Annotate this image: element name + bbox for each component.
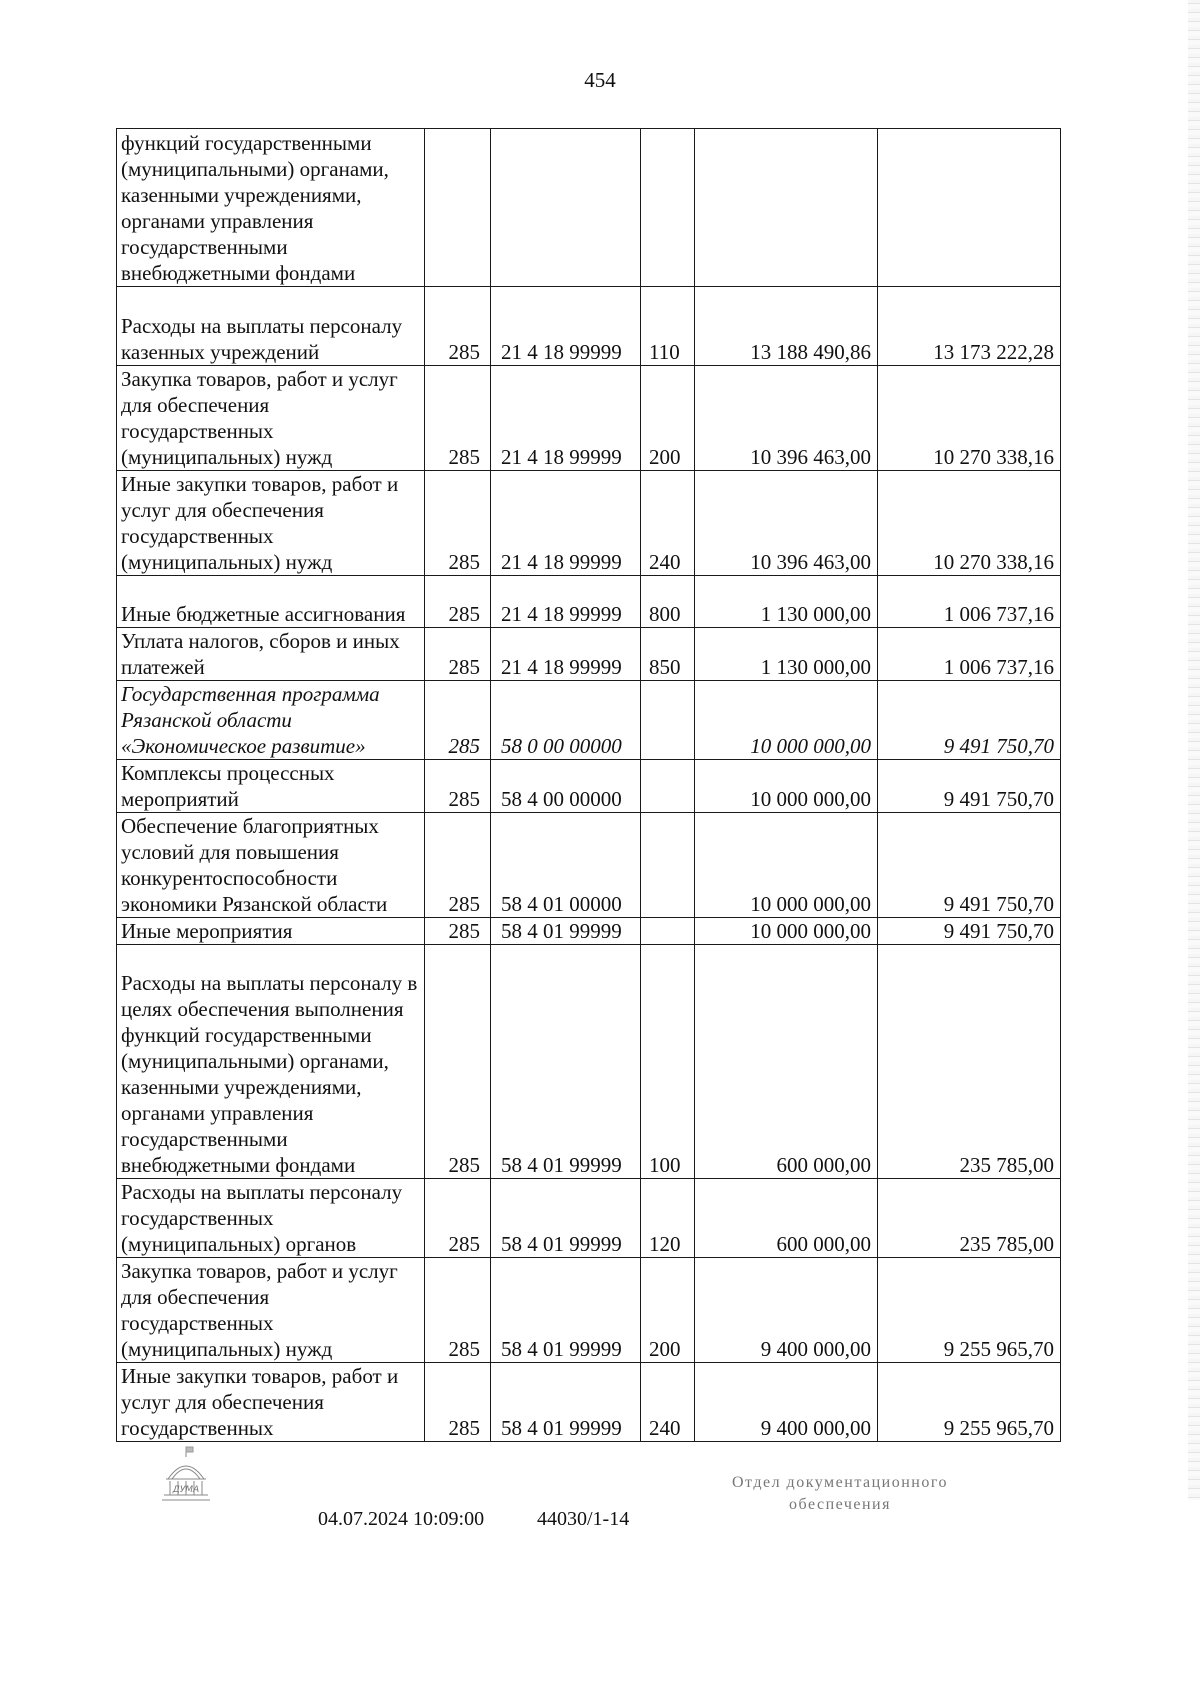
row-plan: 600 000,00 (695, 1179, 878, 1258)
row-code: 58 4 01 99999 (491, 1179, 641, 1258)
row-gr: 285 (425, 287, 491, 366)
table-row (117, 1363, 1061, 1442)
row-fact: 9 255 965,70 (878, 1363, 1061, 1442)
row-fact: 10 270 338,16 (878, 471, 1061, 576)
row-code: 21 4 18 99999 (491, 628, 641, 681)
row-vr: 110 (641, 287, 695, 366)
row-gr: 285 (425, 576, 491, 628)
row-vr: 200 (641, 366, 695, 471)
row-vr (641, 918, 695, 945)
row-name: Расходы на выплаты персоналу в целях обеспечения выполнения функций государственными (муниципальными) органами, казенными учреждениями, органами управления государственными внебюджетными фондами (117, 945, 425, 1179)
row-vr: 200 (641, 1258, 695, 1363)
row-code: 58 4 00 00000 (491, 760, 641, 813)
table-row (117, 366, 1061, 471)
table-row (117, 129, 1061, 287)
duma-logo (158, 1445, 214, 1507)
row-gr: 285 (425, 1179, 491, 1258)
stamp-line-1: Отдел документационного (731, 1474, 949, 1491)
row-fact: 1 006 737,16 (878, 576, 1061, 628)
row-gr: 285 (425, 681, 491, 760)
row-fact: 9 491 750,70 (878, 813, 1061, 918)
row-vr (641, 129, 695, 287)
row-plan: 10 000 000,00 (695, 813, 878, 918)
row-gr: 285 (425, 1363, 491, 1442)
row-fact: 1 006 737,16 (878, 628, 1061, 681)
row-plan (695, 129, 878, 287)
table-row (117, 918, 1061, 945)
row-name: Иные мероприятия (117, 918, 425, 945)
table-row (117, 287, 1061, 366)
row-name: Государственная программа Рязанской области «Экономическое развитие» (117, 681, 425, 760)
row-fact: 9 491 750,70 (878, 760, 1061, 813)
row-code: 21 4 18 99999 (491, 366, 641, 471)
logo-text: ДУМА (172, 1485, 200, 1495)
row-fact: 10 270 338,16 (878, 366, 1061, 471)
table-row (117, 681, 1061, 760)
row-code: 58 0 00 00000 (491, 681, 641, 760)
table-row (117, 471, 1061, 576)
row-gr: 285 (425, 366, 491, 471)
row-vr (641, 813, 695, 918)
row-code (491, 129, 641, 287)
stamp-line-2: обеспечения (789, 1496, 891, 1513)
table-row (117, 813, 1061, 918)
row-fact: 235 785,00 (878, 945, 1061, 1179)
document-datetime: 04.07.2024 10:09:00 (318, 1508, 485, 1530)
row-code: 21 4 18 99999 (491, 287, 641, 366)
row-plan: 9 400 000,00 (695, 1363, 878, 1442)
row-plan: 1 130 000,00 (695, 576, 878, 628)
page-number: 454 (584, 68, 616, 92)
table-row (117, 628, 1061, 681)
row-vr: 240 (641, 1363, 695, 1442)
row-name: Расходы на выплаты персоналу государственных (муниципальных) органов (117, 1179, 425, 1258)
row-fact: 9 491 750,70 (878, 918, 1061, 945)
row-plan: 13 188 490,86 (695, 287, 878, 366)
budget-table (116, 128, 1061, 1442)
row-name: Расходы на выплаты персоналу казенных учреждений (117, 287, 425, 366)
row-vr (641, 681, 695, 760)
row-vr: 120 (641, 1179, 695, 1258)
row-plan: 10 000 000,00 (695, 681, 878, 760)
row-code: 21 4 18 99999 (491, 576, 641, 628)
row-vr (641, 760, 695, 813)
row-code: 58 4 01 99999 (491, 945, 641, 1179)
table-row (117, 945, 1061, 1179)
row-name: Обеспечение благоприятных условий для повышения конкурентоспособности экономики Рязанской области (117, 813, 425, 918)
row-gr: 285 (425, 918, 491, 945)
table-row (117, 760, 1061, 813)
department-stamp (700, 1472, 980, 1516)
row-fact: 9 255 965,70 (878, 1258, 1061, 1363)
table-row (117, 1258, 1061, 1363)
row-name: Уплата налогов, сборов и иных платежей (117, 628, 425, 681)
row-fact (878, 129, 1061, 287)
row-code: 21 4 18 99999 (491, 471, 641, 576)
row-plan: 10 396 463,00 (695, 366, 878, 471)
row-name: функций государственными (муниципальными) органами, казенными учреждениями, органами управления государственными внебюджетными фондами (117, 129, 425, 287)
row-gr: 285 (425, 471, 491, 576)
row-gr: 285 (425, 628, 491, 681)
row-name: Закупка товаров, работ и услуг для обеспечения государственных (муниципальных) нужд (117, 366, 425, 471)
scan-edge-strip (1188, 0, 1200, 1500)
row-code: 58 4 01 99999 (491, 1258, 641, 1363)
row-gr: 285 (425, 1258, 491, 1363)
row-plan: 600 000,00 (695, 945, 878, 1179)
row-name: Комплексы процессных мероприятий (117, 760, 425, 813)
row-code: 58 4 01 00000 (491, 813, 641, 918)
row-gr (425, 129, 491, 287)
row-fact: 9 491 750,70 (878, 681, 1061, 760)
registration-number: 44030/1-14 (537, 1508, 630, 1530)
row-code: 58 4 01 99999 (491, 1363, 641, 1442)
row-gr: 285 (425, 760, 491, 813)
row-name: Иные закупки товаров, работ и услуг для обеспечения государственных (муниципальных) нужд (117, 471, 425, 576)
table-row (117, 576, 1061, 628)
row-plan: 10 000 000,00 (695, 760, 878, 813)
row-plan: 1 130 000,00 (695, 628, 878, 681)
row-plan: 10 396 463,00 (695, 471, 878, 576)
table-row (117, 1179, 1061, 1258)
row-plan: 9 400 000,00 (695, 1258, 878, 1363)
row-fact: 13 173 222,28 (878, 287, 1061, 366)
row-vr: 800 (641, 576, 695, 628)
row-name: Иные закупки товаров, работ и услуг для обеспечения государственных (117, 1363, 425, 1442)
row-gr: 285 (425, 813, 491, 918)
row-name: Закупка товаров, работ и услуг для обеспечения государственных (муниципальных) нужд (117, 1258, 425, 1363)
row-vr: 850 (641, 628, 695, 681)
row-code: 58 4 01 99999 (491, 918, 641, 945)
row-fact: 235 785,00 (878, 1179, 1061, 1258)
row-plan: 10 000 000,00 (695, 918, 878, 945)
row-vr: 100 (641, 945, 695, 1179)
row-name: Иные бюджетные ассигнования (117, 576, 425, 628)
row-vr: 240 (641, 471, 695, 576)
row-gr: 285 (425, 945, 491, 1179)
